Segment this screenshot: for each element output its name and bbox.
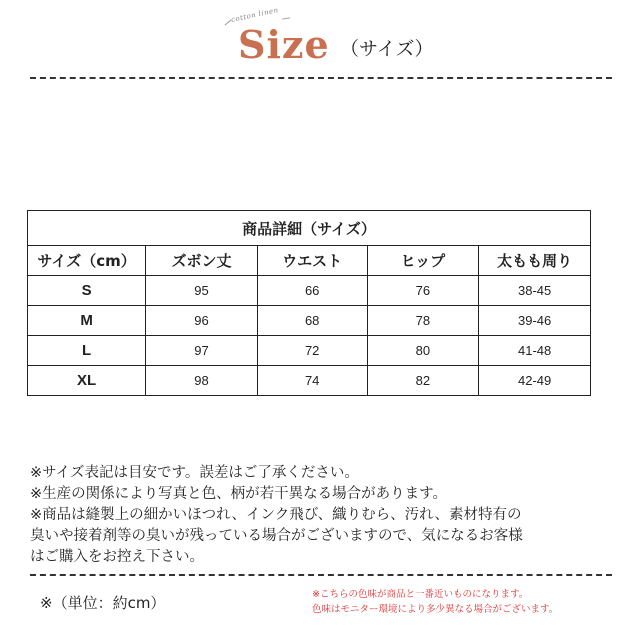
thigh-cell: 38-45 [479, 276, 591, 306]
size-cell: S [28, 276, 146, 306]
table-caption: 商品詳細（サイズ） [28, 211, 591, 246]
waist-cell: 66 [257, 276, 367, 306]
hip-cell: 78 [367, 306, 479, 336]
column-header-size: サイズ（cm） [28, 246, 146, 276]
note-line: ※サイズ表記は目安です。誤差はご了承ください。 [30, 465, 359, 481]
hip-cell: 80 [367, 336, 479, 366]
length-cell: 95 [146, 276, 258, 306]
waist-cell: 72 [257, 336, 367, 366]
note-line: ※生産の関係により写真と色、柄が若干異なる場合があります。 [30, 486, 447, 502]
thigh-cell: 41-48 [479, 336, 591, 366]
waist-cell: 74 [257, 366, 367, 396]
color-note-1: ※こちらの色味が商品と一番近いものになります。 [312, 589, 529, 600]
thigh-cell: 39-46 [479, 306, 591, 336]
table-header-row [28, 246, 591, 276]
size-cell: XL [28, 366, 146, 396]
note-line: はご購入をお控え下さい。 [30, 549, 204, 565]
note-line: 臭いや接着剤等の臭いが残っている場合がございますので、気になるお客様 [30, 528, 523, 544]
size-cell: M [28, 306, 146, 336]
size-cell: L [28, 336, 146, 366]
waist-cell: 68 [257, 306, 367, 336]
divider-bottom [30, 574, 612, 576]
column-header-waist: ウエスト [257, 246, 367, 276]
table-row [28, 276, 591, 306]
hip-cell: 82 [367, 366, 479, 396]
brand-text: cotton linen [230, 6, 280, 24]
length-cell: 96 [146, 306, 258, 336]
page-subtitle: （サイズ） [340, 38, 434, 60]
length-cell: 97 [146, 336, 258, 366]
unit-note: ※（単位：約cm） [40, 594, 166, 612]
note-line: ※商品は縫製上の細かいほつれ、インク飛び、織りむら、汚れ、素材特有の [30, 507, 522, 523]
column-header-thigh: 太もも周り [479, 246, 591, 276]
column-header-hip: ヒップ [367, 246, 479, 276]
page-title: Size [238, 22, 330, 67]
divider-top [30, 77, 612, 79]
table-row [28, 366, 591, 396]
size-table [27, 210, 591, 396]
column-header-length: ズボン丈 [146, 246, 258, 276]
header [0, 6, 640, 72]
hip-cell: 76 [367, 276, 479, 306]
color-note-2: 色味はモニター環境により多少異なる場合がございます。 [312, 604, 559, 615]
brand-line-right [282, 17, 290, 19]
thigh-cell: 42-49 [479, 366, 591, 396]
table-row [28, 336, 591, 366]
notes [30, 463, 620, 568]
length-cell: 98 [146, 366, 258, 396]
table-row [28, 306, 591, 336]
